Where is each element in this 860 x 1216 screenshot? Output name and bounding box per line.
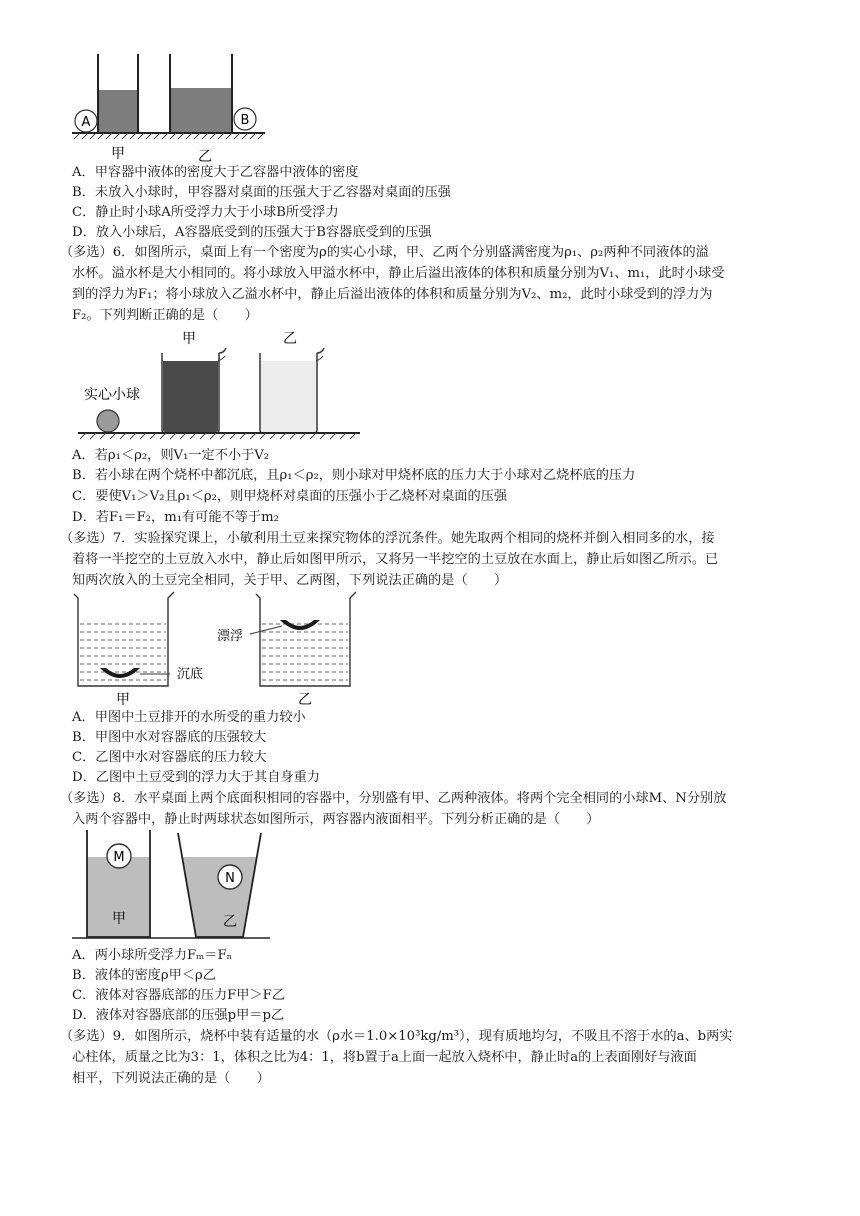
q9-stem-2: 心柱体，质量之比为3：1，体积之比为4：1，将b置于a上面一起放入烧杯中，静止时a的上表面刚好与液面: [72, 1050, 697, 1065]
q7-option-b: B．甲图中水对容器底的压强较大: [72, 730, 267, 745]
q6-option-d: D．若F₁＝F₂，m₁有可能不等于m₂: [72, 510, 279, 525]
solid-ball-label: 实心小球: [84, 387, 140, 403]
solid-ball: [97, 410, 119, 432]
q8-stem-2: 入两个容器中，静止时两球状态如图所示，两容器内液面相平。下列分析正确的是（ ）: [72, 812, 600, 827]
figure-q7: [68, 588, 358, 710]
q5-option-c: C．静止时小球A所受浮力大于小球B所受浮力: [72, 205, 339, 220]
cup-jia-label: 甲: [182, 331, 196, 347]
q6-option-a: A．若ρ₁＜ρ₂，则V₁一定不小于V₂: [72, 448, 270, 463]
caption-jia-q7: 甲: [116, 692, 130, 708]
ball-a-label: A: [81, 115, 91, 130]
float-label: 漂浮: [216, 629, 244, 644]
q5-option-d: D．放入小球后，A容器底受到的压强大于B容器底受到的压强: [72, 225, 432, 240]
q9-stem-1: （多选）9．如图所示，烧杯中装有适量的水（ρ水＝1.0×10³kg/m³），现有质地均匀，不吸且不溶于水的a、b两实: [60, 1029, 733, 1044]
q8-option-b: B．液体的密度ρ甲＜ρ乙: [72, 968, 216, 983]
q9-stem-3: 相平，下列说法正确的是（ ）: [72, 1071, 270, 1086]
q8-option-c: C．液体对容器底部的压力F甲＞F乙: [72, 988, 286, 1003]
sink-label: 沉底: [176, 667, 204, 682]
caption-yi-q7: 乙: [298, 692, 312, 708]
cup-yi-label: 乙: [283, 331, 297, 347]
q8-stem-1: （多选）8．水平桌面上两个底面积相同的容器中，分别盛有甲、乙两种液体。将两个完全相同的小球M、N分别放: [60, 791, 727, 806]
potato-sunk: [100, 668, 140, 678]
q6-stem-1: （多选）6．如图所示，桌面上有一个密度为ρ的实心小球，甲、乙两个分别盛满密度为ρ₁、ρ₂两种不同液体的溢: [60, 245, 709, 260]
ball-n-label: N: [225, 871, 235, 886]
q8-option-d: D．液体对容器底部的压强p甲＝p乙: [72, 1008, 285, 1023]
q5-option-b: B．未放入小球时，甲容器对桌面的压强大于乙容器对桌面的压强: [72, 185, 451, 200]
caption-jia: 甲: [111, 146, 125, 162]
q7-option-a: A．甲图中土豆排开的水所受的重力较小: [72, 710, 306, 725]
potato-floating: [280, 620, 320, 630]
q7-option-c: C．乙图中水对容器底的压力较大: [72, 750, 267, 765]
q5-option-a: A．甲容器中液体的密度大于乙容器中液体的密度: [72, 165, 359, 180]
q6-option-c: C．要使V₁＞V₂且ρ₁＜ρ₂，则甲烧杯对桌面的压强小于乙烧杯对桌面的压强: [72, 489, 508, 504]
q6-option-b: B．若小球在两个烧杯中都沉底，且ρ₁＜ρ₂，则小球对甲烧杯底的压力大于小球对乙烧杯底的压力: [72, 468, 636, 483]
figure-q5: [70, 50, 270, 168]
liquid-yi-label: 乙: [223, 914, 237, 930]
q7-stem-2: 着将一半挖空的土豆放入水中，静止后如图甲所示，又将另一半挖空的土豆放在水面上，静止后如图乙所示。已: [72, 552, 719, 567]
q6-stem-2: 水杯。溢水杯是大小相同的。将小球放入甲溢水杯中，静止后溢出液体的体积和质量分别为V₁、m₁，此时小球受: [72, 266, 725, 281]
ball-m-label: M: [113, 850, 125, 865]
ball-b-label: B: [240, 113, 250, 128]
figure-q6: [70, 326, 370, 444]
q6-stem-4: F₂。下列判断正确的是（ ）: [72, 308, 258, 323]
q6-stem-3: 到的浮力为F₁；将小球放入乙溢水杯中，静止后溢出液体的体积和质量分别为V₂、m₂，此时小球受到的浮力为: [72, 287, 713, 302]
caption-yi: 乙: [198, 149, 212, 165]
q7-stem-3: 知两次放入的土豆完全相同，关于甲、乙两图，下列说法正确的是（ ）: [72, 573, 508, 588]
figure-q8: [72, 828, 272, 944]
liquid-jia-label: 甲: [112, 911, 126, 927]
q7-stem-1: （多选）7．实验探究课上，小敏利用土豆来探究物体的浮沉条件。她先取两个相同的烧杯并倒入相同多的水，接: [60, 531, 715, 546]
q8-option-a: A．两小球所受浮力Fₘ＝Fₙ: [72, 948, 233, 963]
q7-option-d: D．乙图中土豆受到的浮力大于其自身重力: [72, 770, 320, 785]
